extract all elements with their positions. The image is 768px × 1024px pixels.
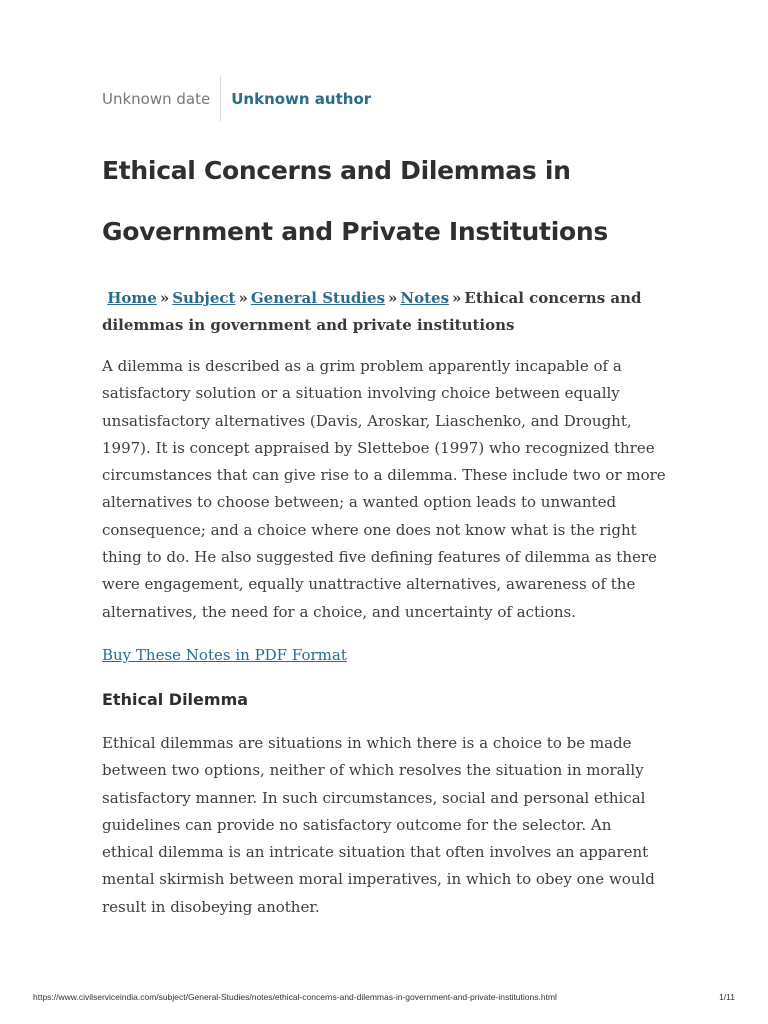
article-title: Ethical Concerns and Dilemmas in Government and Private Institutions [102, 156, 608, 246]
buy-notes-link[interactable]: Buy These Notes in PDF Format [102, 646, 347, 664]
article-date: Unknown date [102, 76, 221, 122]
breadcrumb-notes-link[interactable]: Notes [400, 289, 450, 307]
section-heading: Ethical Dilemma [102, 690, 249, 709]
breadcrumb-current: Ethical concerns and dilemmas in government and private institutions [102, 289, 642, 334]
intro-paragraph: A dilemma is described as a grim problem apparently incapable of a satisfactory solution or a situation involving choice between equally unsatisfactory alternatives (Davis, Aroskar, Liaschenko, and Drought, 1997). It is concept appraised by Sletteboe (1997) who recognized three circumstances that can give rise to a dilemma. These include two or more alternatives to choose between; a wanted option leads to unwanted consequence; and a choice where one does not know what is the right thing to do. He also suggested five defining features of dilemma as there were engagement, equally unattractive alternatives, awareness of the alternatives, the need for a choice, and uncertainty of actions. [102, 357, 666, 621]
breadcrumb-home-link[interactable]: Home [107, 289, 157, 307]
breadcrumb-separator: » [452, 289, 462, 307]
article-meta [102, 76, 371, 122]
article-author-link[interactable]: Unknown author [231, 90, 372, 108]
breadcrumb-separator: » [238, 289, 248, 307]
breadcrumb [102, 285, 667, 339]
footer-url: https://www.civilserviceindia.com/subject/General-Studies/notes/ethical-concerns-and-dilemmas-in-government-and-private-institutions.html [33, 992, 557, 1002]
breadcrumb-subject-link[interactable]: Subject [172, 289, 236, 307]
ethical-dilemma-paragraph: Ethical dilemmas are situations in which there is a choice to be made between two options, neither of which resolves the situation in morally satisfactory manner. In such circumstances, social and personal ethical guidelines can provide no satisfactory outcome for the selector. An ethical dilemma is an intricate situation that often involves an apparent mental skirmish between moral imperatives, in which to obey one would result in disobeying another. [102, 734, 655, 916]
breadcrumb-general-studies-link[interactable]: General Studies [250, 289, 386, 307]
breadcrumb-separator: » [159, 289, 170, 307]
page-number: 1/11 [719, 992, 735, 1002]
breadcrumb-separator: » [388, 289, 398, 307]
